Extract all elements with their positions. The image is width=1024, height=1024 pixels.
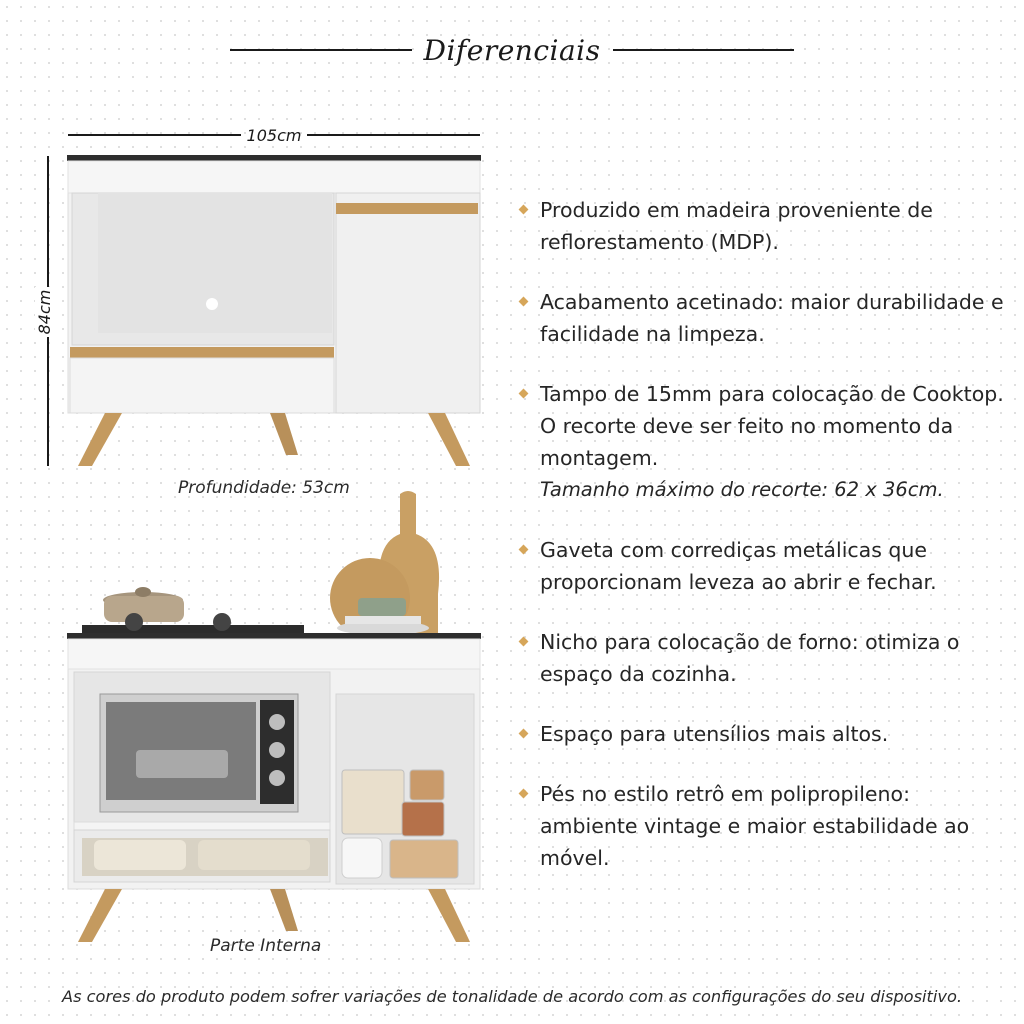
interior-caption: Parte Interna xyxy=(210,936,322,956)
diamond-bullet-icon xyxy=(519,297,529,307)
diamond-bullet-icon xyxy=(519,389,529,399)
diamond-bullet-icon xyxy=(519,729,529,739)
feature-text: Tampo de 15mm para colocação de Cooktop. O recorte deve ser feito no momento da montagem. xyxy=(540,382,1004,470)
width-dimension-line-right xyxy=(307,134,480,136)
title-rule-left xyxy=(230,49,412,51)
feature-item xyxy=(518,534,1008,598)
page-header xyxy=(230,28,794,72)
feature-item xyxy=(518,778,1008,874)
feature-text: Espaço para utensílios mais altos. xyxy=(540,722,889,746)
depth-caption: Profundidade: 53cm xyxy=(178,478,350,498)
feature-text: Pés no estilo retrô em polipropileno: ambiente vintage e maior estabilidade ao móvel. xyxy=(540,782,970,870)
width-label: 105cm xyxy=(246,125,302,145)
feature-item xyxy=(518,718,1008,750)
diamond-bullet-icon xyxy=(519,789,529,799)
features-list xyxy=(518,194,1008,902)
title-rule-right xyxy=(613,49,795,51)
feature-item xyxy=(518,286,1008,350)
width-dimension xyxy=(68,122,480,148)
height-label: 84cm xyxy=(35,287,59,337)
feature-text: Nicho para colocação de forno: otimiza o espaço da cozinha. xyxy=(540,630,960,686)
cabinet-interior-illustration xyxy=(60,488,490,948)
feature-text: Acabamento acetinado: maior durabilidade e facilidade na limpeza. xyxy=(540,290,1004,346)
feature-item xyxy=(518,194,1008,258)
diamond-bullet-icon xyxy=(519,637,529,647)
feature-item xyxy=(518,378,1008,506)
feature-note: Tamanho máximo do recorte: 62 x 36cm. xyxy=(540,478,944,501)
page-title: Diferenciais xyxy=(423,33,601,67)
diamond-bullet-icon xyxy=(519,545,529,555)
feature-text: Produzido em madeira proveniente de reflorestamento (MDP). xyxy=(540,198,933,254)
cabinet-closed-illustration xyxy=(60,150,490,470)
width-dimension-line-left xyxy=(68,134,241,136)
feature-item xyxy=(518,626,1008,690)
feature-text: Gaveta com corrediças metálicas que proporcionam leveza ao abrir e fechar. xyxy=(540,538,937,594)
color-disclaimer: As cores do produto podem sofrer variações de tonalidade de acordo com as configurações do seu dispositivo. xyxy=(62,987,962,1006)
diamond-bullet-icon xyxy=(519,205,529,215)
